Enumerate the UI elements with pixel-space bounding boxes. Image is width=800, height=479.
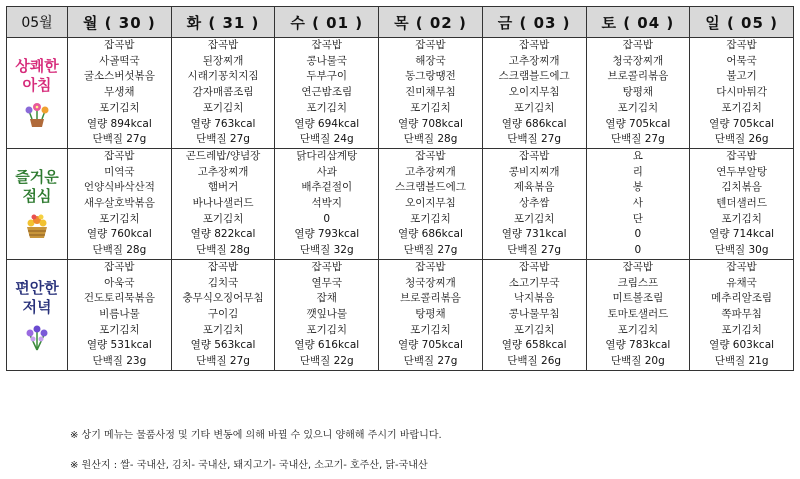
menu-item: 0: [634, 228, 642, 241]
menu-item: 잡곡밥: [518, 260, 550, 273]
meal-label-cell: [7, 259, 68, 370]
menu-item: 단백질 26g: [714, 133, 769, 146]
menu-item: 무생채: [104, 86, 135, 99]
menu-item: 단백질 27g: [507, 133, 562, 146]
menu-item: 청국장찌개: [612, 54, 664, 67]
menu-item: 열량 705kcal: [709, 117, 775, 130]
menu-item: 메추리알조림: [711, 292, 773, 305]
menu-item: 열량 705kcal: [398, 339, 463, 352]
menu-item: 잡곡밥: [415, 149, 446, 162]
menu-item: 고추장찌개: [197, 165, 249, 178]
menu-item: 열량 822kcal: [190, 228, 256, 241]
menu-item: 포기김치: [721, 323, 762, 336]
menu-item: 낙지볶음: [513, 292, 555, 305]
menu-item: 잡곡밥: [415, 260, 446, 273]
menu-item: 포기김치: [202, 323, 244, 336]
menu-item: 단백질 28g: [196, 244, 250, 257]
menu-item: 열무국: [311, 276, 342, 289]
day-header: 목 ( 02 ): [379, 7, 483, 38]
menu-item: 포기김치: [721, 212, 762, 225]
day-header: 수 ( 01 ): [275, 7, 379, 38]
menu-item: 단: [632, 212, 643, 225]
menu-item: 스크램블드에그: [394, 181, 466, 194]
menu-item: 단백질 28g: [403, 133, 458, 146]
menu-cell: [690, 259, 794, 370]
menu-item: 포기김치: [410, 212, 451, 225]
menu-cell: [586, 38, 690, 149]
menu-item: 잡곡밥: [518, 39, 550, 51]
meal-label: 편안한: [15, 278, 59, 297]
menu-item: 깻잎나물: [306, 307, 348, 320]
menu-cell: [379, 259, 483, 370]
menu-item: 잡채: [316, 292, 337, 305]
menu-item: 청국장찌개: [405, 276, 456, 289]
menu-item: 두부구이: [306, 70, 348, 83]
menu-cell: [690, 38, 794, 149]
day-header: 일 ( 05 ): [690, 7, 794, 38]
menu-item: 단백질 20g: [610, 355, 665, 368]
menu-cell: [275, 148, 379, 259]
meal-label: 즐거운: [15, 167, 59, 186]
menu-item: 열량 694kcal: [294, 117, 360, 130]
menu-item: 햄버거: [207, 181, 239, 194]
menu-item: 봉: [632, 181, 643, 194]
day-header: 토 ( 04 ): [586, 7, 690, 38]
menu-item: 단백질 27g: [196, 133, 250, 146]
menu-item: 유채국: [726, 276, 757, 289]
menu-item: 단백질 24g: [299, 133, 354, 146]
menu-item: 단백질 32g: [299, 244, 354, 257]
menu-item: 탕평채: [622, 86, 654, 99]
menu-item: 동그랑땡전: [405, 70, 456, 83]
meal-label: 저녁: [22, 297, 52, 316]
menu-item: 곤드레밥/양념장: [185, 149, 261, 162]
menu-item: 0: [323, 212, 331, 225]
menu-item: 언양식바삭산적: [83, 181, 155, 194]
meal-label-cell: [7, 38, 68, 149]
menu-cell: [171, 259, 275, 370]
menu-item: 연두부알탕: [716, 165, 767, 178]
menu-change-note: ※ 상기 메뉴는 물품사정 및 기타 변동에 의해 바뀔 수 있으니 양해해 주시기 바랍니다.: [70, 430, 442, 441]
menu-item: 열량 603kcal: [709, 339, 775, 352]
menu-item: 아욱국: [104, 276, 135, 289]
menu-cell: [690, 148, 794, 259]
menu-item: 0: [634, 244, 642, 257]
menu-item: 잡곡밥: [104, 149, 135, 162]
menu-item: 포기김치: [99, 323, 140, 336]
header-row: [7, 7, 794, 38]
menu-item: 새우살호박볶음: [83, 197, 155, 210]
menu-cell: [586, 259, 690, 370]
menu-item: 감자매콤조림: [192, 86, 254, 99]
menu-item: 잡곡밥: [726, 260, 757, 273]
menu-cell: [275, 38, 379, 149]
menu-item: 단백질 27g: [403, 244, 458, 257]
menu-item: 열량 793kcal: [294, 228, 360, 241]
menu-item: 고추장찌개: [508, 54, 560, 67]
menu-item: 요: [632, 149, 643, 162]
menu-item: 잡곡밥: [415, 39, 446, 51]
menu-item: 고추장찌개: [405, 165, 456, 178]
menu-item: 제육볶음: [513, 181, 555, 194]
menu-item: 단백질 27g: [196, 355, 250, 368]
menu-item: 김치국: [207, 276, 239, 289]
menu-item: 굴소스버섯볶음: [83, 70, 155, 83]
menu-item: 비름나물: [99, 307, 140, 320]
menu-item: 단백질 23g: [92, 355, 147, 368]
menu-item: 잡곡밥: [207, 39, 239, 51]
menu-item: 포기김치: [99, 101, 140, 114]
menu-item: 크림스프: [617, 276, 659, 289]
menu-item: 포기김치: [617, 101, 659, 114]
menu-item: 배추겉절이: [301, 181, 353, 194]
menu-item: 김치볶음: [721, 181, 762, 194]
menu-cell: [68, 38, 172, 149]
menu-item: 잡곡밥: [622, 39, 654, 51]
day-header: 월 ( 30 ): [68, 7, 172, 38]
menu-item: 충무식오징어무침: [182, 292, 264, 305]
menu-item: 잡곡밥: [104, 39, 135, 51]
menu-item: 열량 760kcal: [86, 228, 152, 241]
menu-item: 열량 658kcal: [501, 339, 567, 352]
menu-item: 구이김: [207, 307, 239, 320]
menu-item: 열량 616kcal: [294, 339, 360, 352]
menu-item: 단백질 27g: [507, 244, 562, 257]
menu-item: 열량 894kcal: [86, 117, 152, 130]
menu-item: 토마토샐러드: [607, 307, 669, 320]
menu-item: 상추쌈: [518, 197, 550, 210]
month-header: 05월: [7, 7, 68, 38]
menu-item: 단백질 27g: [403, 355, 458, 368]
menu-item: 잡곡밥: [207, 260, 239, 273]
menu-item: 단백질 22g: [299, 355, 354, 368]
menu-cell: [482, 259, 586, 370]
weekly-menu-table: [6, 6, 794, 371]
menu-item: 열량 763kcal: [190, 117, 256, 130]
menu-item: 미트볼조림: [612, 292, 664, 305]
menu-item: 닭다리삼계탕: [296, 149, 358, 162]
menu-item: 잡곡밥: [104, 260, 135, 273]
menu-item: 잡곡밥: [726, 39, 757, 51]
menu-item: 건도토리묵볶음: [83, 292, 155, 305]
menu-cell: [379, 148, 483, 259]
menu-item: 열량 714kcal: [709, 228, 775, 241]
origin-note: ※ 원산지 : 쌀- 국내산, 김치- 국내산, 돼지고기- 국내산, 소고기- 호주산, 닭-국내산: [70, 460, 428, 471]
menu-item: 불고기: [726, 70, 757, 83]
menu-item: 콩비지찌개: [508, 165, 560, 178]
menu-item: 잡곡밥: [311, 260, 342, 273]
menu-item: 단백질 26g: [507, 355, 562, 368]
menu-item: 단백질 27g: [610, 133, 665, 146]
menu-item: 바나나샐러드: [192, 197, 254, 210]
menu-item: 진미채무침: [405, 86, 456, 99]
menu-item: 석박지: [311, 197, 342, 210]
flower-basket-icon: [7, 210, 67, 240]
dinner-row: [7, 259, 794, 370]
menu-item: 잡곡밥: [311, 39, 342, 51]
menu-item: 포기김치: [513, 212, 555, 225]
menu-item: 단백질 28g: [92, 244, 147, 257]
menu-item: 포기김치: [306, 323, 348, 336]
menu-cell: [482, 148, 586, 259]
menu-item: 포기김치: [410, 101, 451, 114]
menu-item: 열량 563kcal: [190, 339, 256, 352]
menu-item: 단백질 30g: [714, 244, 769, 257]
menu-item: 오이지무침: [405, 197, 456, 210]
menu-item: 잡곡밥: [726, 149, 757, 162]
menu-item: 된장찌개: [202, 54, 244, 67]
menu-item: 콩나물국: [306, 54, 348, 67]
flower-pot-icon: [7, 99, 67, 129]
menu-cell: [68, 148, 172, 259]
menu-item: 단백질 27g: [92, 133, 147, 146]
menu-item: 열량 783kcal: [605, 339, 671, 352]
menu-item: 열량 705kcal: [605, 117, 671, 130]
day-header: 금 ( 03 ): [482, 7, 586, 38]
meal-label-cell: [7, 148, 68, 259]
menu-item: 미역국: [104, 165, 135, 178]
menu-item: 콩나물무침: [508, 307, 560, 320]
menu-item: 어묵국: [726, 54, 757, 67]
menu-item: 열량 531kcal: [86, 339, 152, 352]
menu-item: 잡곡밥: [622, 260, 654, 273]
lunch-row: [7, 148, 794, 259]
menu-cell: [68, 259, 172, 370]
menu-item: 포기김치: [410, 323, 451, 336]
menu-item: 사: [632, 197, 643, 210]
menu-item: 시래기꽁치지짐: [187, 70, 259, 83]
menu-item: 잡곡밥: [518, 149, 550, 162]
menu-item: 포기김치: [513, 323, 555, 336]
menu-item: 쪽파무침: [721, 307, 762, 320]
menu-cell: [275, 259, 379, 370]
menu-item: 소고기무국: [508, 276, 560, 289]
menu-cell: [171, 148, 275, 259]
day-header: 화 ( 31 ): [171, 7, 275, 38]
menu-item: 열량 731kcal: [501, 228, 567, 241]
menu-item: 포기김치: [99, 212, 140, 225]
menu-item: 해장국: [415, 54, 446, 67]
menu-item: 사과: [316, 165, 337, 178]
menu-item: 포기김치: [202, 212, 244, 225]
menu-item: 브로콜리볶음: [400, 292, 461, 305]
menu-item: 포기김치: [202, 101, 244, 114]
menu-item: 포기김치: [306, 101, 348, 114]
meal-label: 점심: [22, 186, 52, 205]
menu-item: 열량 708kcal: [398, 117, 463, 130]
breakfast-row: [7, 38, 794, 149]
menu-item: 오이지무침: [508, 86, 560, 99]
menu-item: 텐더샐러드: [716, 197, 767, 210]
menu-cell: [379, 38, 483, 149]
meal-label: 아침: [22, 75, 52, 94]
menu-item: 연근밤조림: [301, 86, 353, 99]
menu-item: 브로콜리볶음: [607, 70, 669, 83]
menu-item: 포기김치: [617, 323, 659, 336]
menu-item: 포기김치: [513, 101, 555, 114]
menu-cell: [171, 38, 275, 149]
menu-item: 스크램블드에그: [498, 70, 570, 83]
menu-item: 포기김치: [721, 101, 762, 114]
menu-cell: [586, 148, 690, 259]
menu-item: 열량 686kcal: [501, 117, 567, 130]
menu-item: 단백질 21g: [714, 355, 769, 368]
lavender-flower-icon: [7, 321, 67, 351]
menu-item: 다시마튀각: [716, 86, 767, 99]
menu-item: 사골떡국: [99, 54, 140, 67]
menu-cell: [482, 38, 586, 149]
menu-item: 열량 686kcal: [398, 228, 463, 241]
menu-item: 탕평채: [415, 307, 446, 320]
meal-label: 상쾌한: [15, 56, 59, 75]
menu-item: 리: [632, 165, 643, 178]
